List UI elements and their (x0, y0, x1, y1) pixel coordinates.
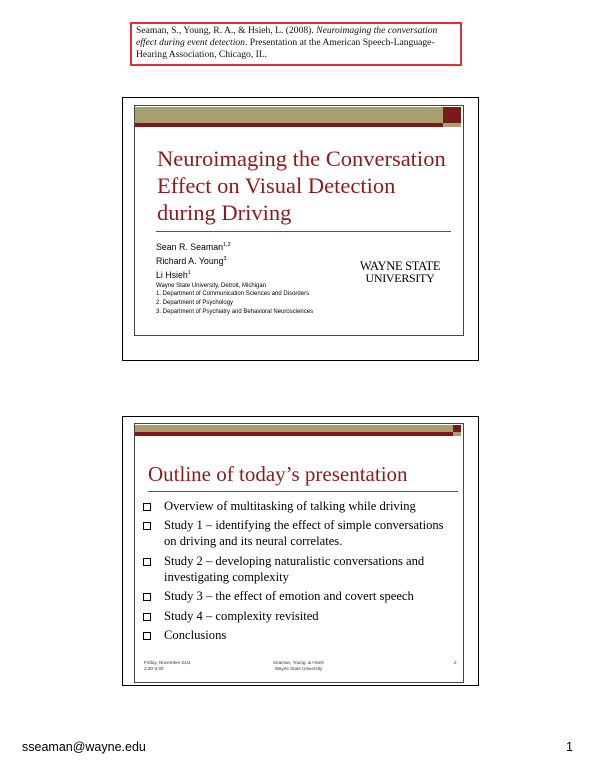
citation-box (130, 22, 462, 66)
citation-venue: . Presentation at the American Speech-Language-Hearing Association, Chicago, IL. (136, 37, 435, 60)
bullet-square-icon (143, 522, 151, 530)
citation-authors: Seaman, S., Young, R. A., & Hsieh, L. (2008). (136, 25, 314, 36)
slide-1 (122, 97, 479, 361)
header-band-maroon (135, 123, 443, 127)
slide-footer-date: Friday, November 21st, 2:30-3:30 (144, 660, 192, 671)
bullet-square-icon (143, 558, 151, 566)
author-line: Sean R. Seaman$^{1,2}$ (156, 241, 231, 252)
affiliation-line: 1. Department of Communication Sciences and Disorders (156, 291, 310, 298)
list-item: Study 1 – identifying the effect of simple conversations on driving and its neural correlates. (140, 517, 458, 549)
logo-line-2: UNIVERSITY (365, 271, 435, 285)
list-item: Study 4 – complexity revisited (140, 608, 458, 624)
wayne-state-logo (357, 260, 443, 284)
slide-footer-page-number: 2 (454, 660, 457, 665)
title-divider (148, 491, 458, 492)
header-square-maroon (443, 107, 461, 123)
affiliation-line: Wayne State University, Detroit, Michigan (156, 282, 267, 289)
list-item: Conclusions (140, 627, 458, 643)
slide-1-title: Neuroimaging the Conversation Effect on Visual Detection during Driving (157, 146, 446, 225)
author-line: Richard A. Young$^3$ (156, 255, 227, 266)
bullet-square-icon (143, 503, 151, 511)
bullet-square-icon (143, 632, 151, 640)
header-square-maroon (453, 425, 461, 432)
logo-line-1: WAYNE STATE (359, 259, 441, 273)
header-band-olive (135, 107, 443, 123)
slide-2 (122, 416, 479, 686)
bullet-square-icon (143, 613, 151, 621)
list-item: Study 2 – developing naturalistic conversations and investigating complexity (140, 553, 458, 585)
slide-2-frame (134, 423, 464, 683)
header-band-maroon (135, 432, 453, 436)
slide-footer-authors: Seaman, Young, & Hsieh Wayne State University (273, 660, 325, 671)
slide-1-frame (134, 105, 464, 336)
list-item: Overview of multitasking of talking while driving (140, 498, 458, 514)
author-line: Li Hsieh$^1$ (156, 269, 191, 280)
list-item: Study 3 – the effect of emotion and covert speech (140, 588, 458, 604)
header-band-olive (135, 425, 453, 432)
outline-list (140, 498, 458, 646)
title-divider (156, 231, 451, 232)
page-footer-email: sseaman@wayne.edu (22, 740, 146, 754)
affiliation-line: 3. Department of Psychiatry and Behavioral Neurosciences (156, 308, 314, 315)
header-square-olive (453, 432, 461, 436)
author-block (156, 239, 313, 316)
slide-2-title: Outline of today’s presentation (148, 462, 408, 486)
affiliation-line: 2. Department of Psychology (156, 299, 234, 306)
page-footer-number: 1 (566, 740, 573, 754)
citation-title: Neuroimaging the conversation effect during event detection (136, 25, 438, 48)
bullet-square-icon (143, 593, 151, 601)
header-square-olive (443, 123, 461, 127)
